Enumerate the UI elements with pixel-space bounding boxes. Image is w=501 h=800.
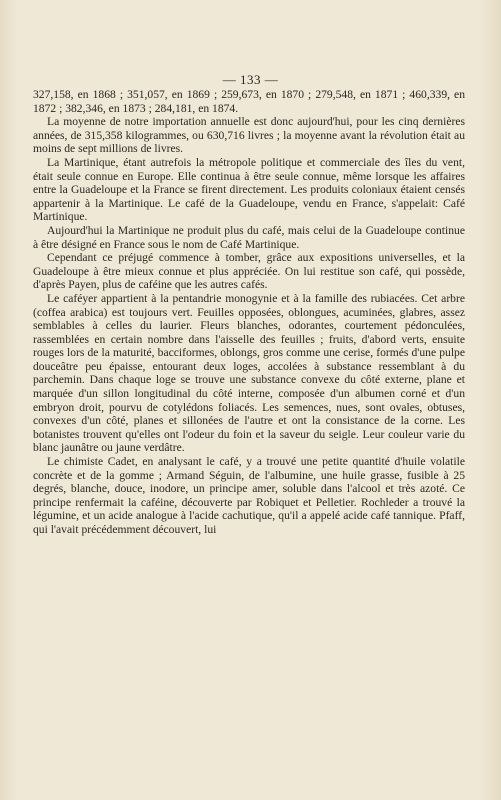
page-body-text bbox=[33, 88, 465, 537]
paragraph-botanical-description: Le caféyer appartient à la pentandrie monogynie et à la famille des rubiacées. Cet arbre (coffea arabica) est toujours vert. Feuilles opposées, oblongues, acuminées, glabres, assez semblables à celles du laurier. Fleurs blanches, odorantes, courtement pédonculées, rassemblées en certain nombre dans l'aisselle des feuilles ; fruits, d'abord verts, ensuite rouges lors de la maturité, bacciformes, oblongs, gros comme une cerise, formés d'une pulpe douceâtre peu épaisse, entourant deux loges, accolées à substance ressemblant à du parchemin. Dans chaque loge se trouve une substance convexe du côté externe, plane et marquée d'un sillon longitudinal du côté interne, composée d'un albumen corné et d'un embryon droit, pourvu de cotylédons foliacés. Les semences, nues, sont ovales, obtuses, convexes d'un côté, planes et sillonées de l'autre et ont la consistance de la corne. Les botanistes trouvent qu'elles ont l'odeur du foin et la saveur du seigle. Leur couleur varie du blanc jaunâtre ou jaune verdâtre. bbox=[33, 291, 465, 455]
paragraph-average-import: La moyenne de notre importation annuelle est donc aujourd'hui, pour les cinq dernières années, de 315,358 kilogrammes, ou 630,716 livres ; la moyenne avant la révolution était au moins de sept millions de livres. bbox=[33, 115, 465, 156]
paragraph-martinique-history: La Martinique, étant autrefois la métropole politique et commerciale des îles du vent, était seule connue en Europe. Elle continua à être seule connue, même lorsque les affaires entre la Guadeloupe et la France se firent directement. Les produits coloniaux étaient censés appartenir à la Martinique. Le café de la Guadeloupe, vendu en France, s'appelait: Café Martinique. bbox=[33, 155, 465, 224]
paragraph-expositions: Cependant ce préjugé commence à tomber, grâce aux expositions universelles, et la Guadeloupe à être mieux connue et plus appréciée. On lui restitue son café, qui possède, d'après Payen, plus de caféine que les autres cafés. bbox=[33, 251, 465, 292]
paragraph-cafe-martinique-name: Aujourd'hui la Martinique ne produit plus du café, mais celui de la Guadeloupe continue à être désigné en France sous le nom de Café Martinique. bbox=[33, 223, 465, 251]
page-number: — 133 — bbox=[222, 72, 279, 87]
paragraph-chemical-analysis: Le chimiste Cadet, en analysant le café, y a trouvé une petite quantité d'huile volatile concrète et de la gomme ; Armand Séguin, de l'albumine, une huile grasse, fusible à 25 degrés, blanche, douce, inodore, un principe amer, soluble dans l'alcool et très azoté. Ce principe renfermait la caféine, découverte par Robiquet et Pelletier. Rochleder a trouvé la légumine, et un acide analogue à l'acide cachutique, qu'il a appelé acide café tannique. Pfaff, qui l'avait précédemment découvert, lui bbox=[33, 455, 465, 536]
paragraph-import-figures: 327,158, en 1868 ; 351,057, en 1869 ; 259,673, en 1870 ; 279,548, en 1871 ; 460,339, en 1872 ; 382,346, en 1873 ; 284,181, en 1874. bbox=[33, 88, 465, 115]
